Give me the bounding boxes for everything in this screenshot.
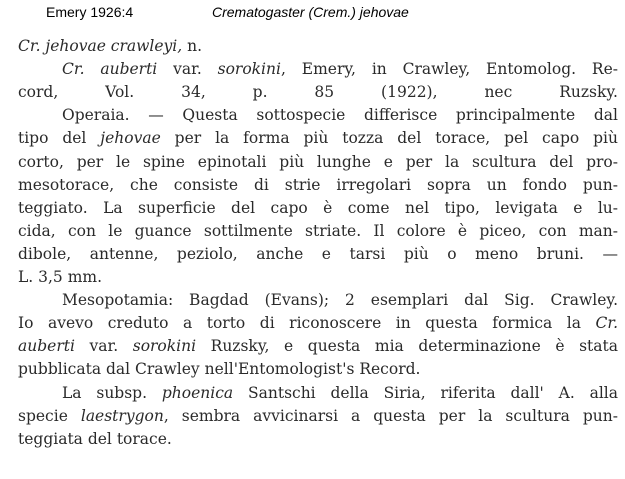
text-segment: specie: [18, 406, 81, 425]
italic-text-segment: sorokini: [132, 337, 197, 356]
text-line: [18, 104, 618, 126]
text-segment: var.: [74, 337, 133, 356]
taxon-title: Crematogaster (Crem.) jehovae: [212, 4, 409, 20]
italic-text-segment: phoenica: [161, 383, 234, 402]
text-line: [18, 151, 618, 173]
text-line: [18, 335, 618, 357]
text-line: [18, 127, 618, 149]
text-segment: Operaia. — Questa sottospecie differisce principalmente dal: [62, 106, 618, 125]
text-line: [18, 243, 618, 265]
text-segment: Mesopotamia: Bagdad (Evans); 2 esemplari dal Sig. Crawley.: [62, 291, 618, 310]
text-segment: teggiata del torace.: [18, 429, 172, 448]
text-segment: n.: [182, 37, 203, 55]
italic-text-segment: auberti: [18, 337, 75, 356]
author-year-label: Emery 1926:4: [46, 4, 134, 20]
text-line: [18, 220, 618, 242]
italic-text-segment: sorokini: [217, 60, 281, 79]
text-segment: teggiato. La superficie del capo è come nel tipo, levigata e lu-: [18, 198, 618, 217]
text-segment: La subsp.: [62, 383, 162, 402]
italic-text-segment: Cr.: [595, 314, 618, 333]
text-segment: corto, per le spine epinotali più lunghe e per la scultura del pro-: [18, 152, 618, 171]
text-segment: , Emery, in Crawley, Entomolog. Re-: [280, 60, 618, 79]
italic-text-segment: Cr. auberti: [62, 60, 158, 79]
italic-text-segment: laestrygon: [80, 406, 164, 425]
italic-text-segment: jehovae: [100, 129, 161, 148]
text-line: [18, 58, 618, 80]
text-line: [18, 174, 618, 196]
text-segment: tipo del: [18, 129, 101, 148]
text-segment: , sembra avvicinarsi a questa per la scultura pun-: [163, 406, 618, 425]
text-line: [18, 358, 618, 380]
text-line: [18, 197, 618, 219]
text-segment: dibole, antenne, peziolo, anche e tarsi più o meno bruni. —: [18, 244, 618, 263]
italic-text-segment: Cr. jehovae crawleyi,: [18, 37, 183, 55]
text-line: [18, 81, 618, 103]
text-segment: per la forma più tozza del torace, pel capo più: [160, 129, 618, 148]
page-header: [0, 4, 625, 24]
text-line: [18, 312, 618, 334]
text-line: [18, 428, 618, 450]
text-line: [18, 35, 618, 57]
text-segment: cida, con le guance sottilmente striate. Il colore è piceo, con man-: [18, 221, 618, 240]
text-segment: var.: [157, 60, 218, 79]
text-segment: pubblicata dal Crawley nell'Entomologist's Record.: [18, 360, 421, 379]
text-line: [18, 405, 618, 427]
text-segment: Ruzsky, e questa mia determinazione è stata: [196, 337, 618, 356]
text-segment: Io avevo creduto a torto di riconoscere in questa formica la: [18, 314, 596, 333]
text-line: [18, 382, 618, 404]
text-segment: mesotorace, che consiste di strie irregolari sopra un fondo pun-: [18, 175, 618, 194]
text-line: [18, 289, 618, 311]
text-segment: Santschi della Siria, riferita dall' A. alla: [233, 383, 618, 402]
text-segment: L. 3,5 mm.: [18, 268, 103, 286]
text-line: [18, 266, 618, 288]
text-segment: cord, Vol. 34, p. 85 (1922), nec Ruzsky.: [18, 83, 618, 102]
